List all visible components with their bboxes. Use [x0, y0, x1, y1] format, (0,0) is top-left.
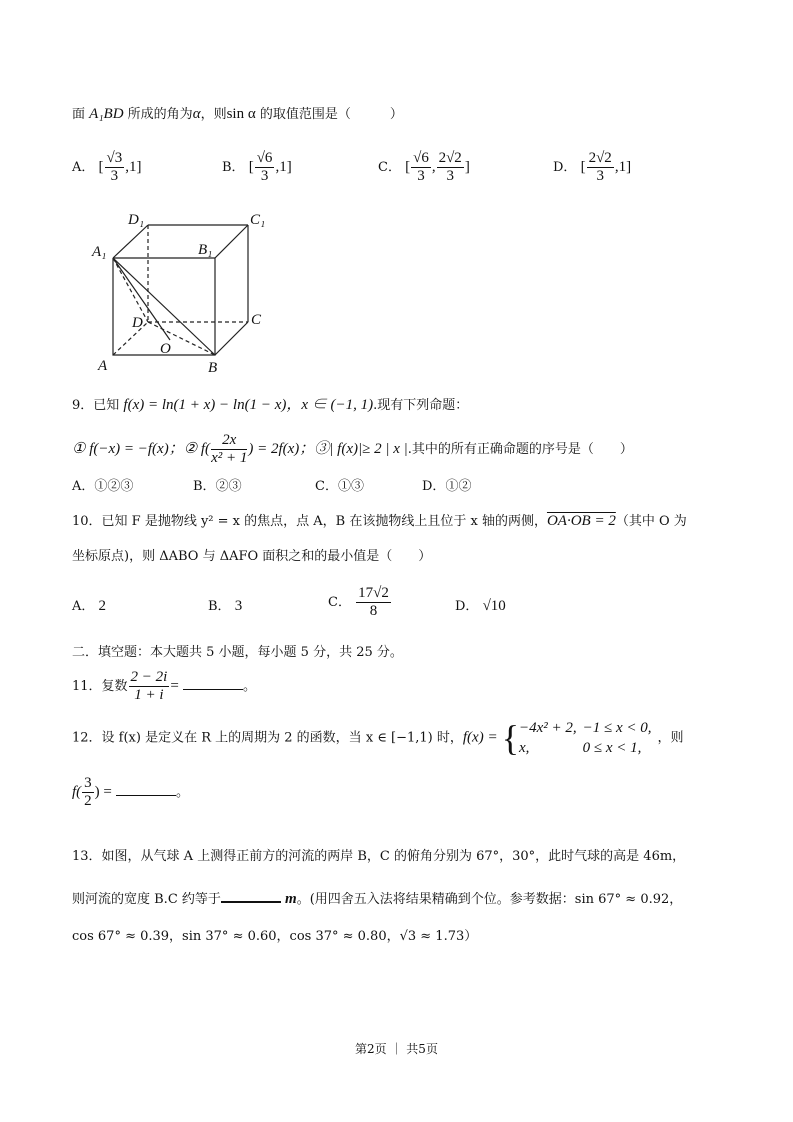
- text: f(: [72, 784, 82, 800]
- page-footer: 第2页 ｜ 共5页: [355, 1042, 438, 1056]
- fraction: [587, 150, 614, 185]
- q10-stem-line2: [72, 547, 431, 567]
- label-c1: C₁: [250, 212, 266, 228]
- case-cond: 0 ≤ x < 1,: [582, 740, 642, 756]
- option-label: C．: [378, 160, 401, 175]
- numerator: √3: [106, 150, 123, 166]
- bracket: [: [405, 159, 411, 175]
- proposition: ) = 2f(x)；③| f(x)|≥ 2 | x |: [248, 441, 408, 457]
- edge-bc: [215, 322, 248, 355]
- option-label: D．: [553, 160, 577, 175]
- sin-alpha: sin α: [226, 106, 256, 122]
- option-label: B．: [193, 479, 216, 494]
- denominator: 8: [369, 603, 378, 619]
- bracket: [: [580, 159, 586, 175]
- label-c: C: [251, 312, 262, 328]
- fx: f(x) =: [462, 729, 498, 746]
- q8-option-d: [553, 150, 631, 185]
- numerator: √6: [413, 150, 429, 166]
- option-label: B．: [222, 160, 245, 175]
- text: ) =: [94, 784, 112, 800]
- option-label: C．: [315, 479, 338, 494]
- label-a1: A₁: [92, 244, 107, 260]
- text: 所成的角为: [127, 107, 193, 122]
- text: （其中 O 为: [615, 514, 687, 529]
- q9-option-a: [72, 475, 133, 494]
- q13-line2: [72, 887, 682, 910]
- option-value: ①②③: [94, 479, 134, 494]
- answer-blank[interactable]: [183, 675, 243, 690]
- fraction: [82, 775, 94, 810]
- q8-option-a: [72, 150, 142, 185]
- q8-stem: [72, 104, 403, 125]
- option-tail: ,1]: [614, 159, 632, 175]
- alpha: α: [192, 106, 201, 122]
- numerator: 2√2: [438, 150, 462, 166]
- q12-ask: [72, 775, 189, 810]
- q9-option-c: [315, 475, 364, 494]
- q10-option-a: [72, 595, 106, 615]
- numerator: √6: [256, 150, 273, 166]
- option-value: 2: [98, 598, 107, 614]
- q11: [72, 669, 256, 704]
- option-value: ①③: [337, 479, 364, 494]
- option-value: ①②: [445, 479, 472, 494]
- label-o: O: [160, 341, 171, 357]
- edge-a1d: [113, 258, 148, 322]
- q9-option-d: [422, 475, 471, 494]
- text: 的取值范围是（ ）: [259, 107, 403, 122]
- equals: =: [170, 678, 179, 694]
- option-value: 3: [234, 598, 243, 614]
- vector-dot-product: OA·OB = 2: [546, 513, 616, 529]
- text: 。: [176, 785, 190, 800]
- q10-option-c: [328, 585, 392, 620]
- label-a: A: [98, 358, 108, 374]
- denominator: 2: [84, 793, 92, 809]
- denominator: 3: [446, 168, 454, 184]
- answer-blank[interactable]: [116, 781, 176, 796]
- q10-option-b: [208, 595, 242, 615]
- numerator: 3: [84, 775, 92, 791]
- option-tail: ,1]: [275, 159, 292, 175]
- denominator: x² + 1: [211, 450, 248, 466]
- option-label: A．: [72, 479, 95, 494]
- fraction: [411, 150, 431, 185]
- text: ，则: [200, 107, 227, 122]
- q13-line3: cos 67° ≈ 0.39，sin 37° ≈ 0.60，cos 37° ≈ 0.80，√3 ≈ 1.73）: [72, 929, 478, 944]
- q9-propositions: [72, 432, 633, 467]
- piecewise: [519, 718, 658, 758]
- text: 12．设 f(x) 是定义在 R 上的周期为 2 的函数，当 x ∈ [−1,1) 时，: [72, 730, 463, 746]
- case-expr: x,: [519, 740, 530, 756]
- q9-stem: [72, 395, 468, 416]
- domain: ，x ∈ (−1, 1): [286, 397, 374, 413]
- numerator: 2x: [211, 432, 247, 450]
- text: 。(用四舍五入法将结果精确到个位。参考数据：sin 67° ≈ 0.92，: [296, 892, 683, 907]
- text: 。: [242, 679, 256, 694]
- bracket: [: [98, 159, 104, 175]
- option-label: B．: [208, 599, 231, 614]
- cube-figure: [80, 200, 300, 380]
- text: 10．已知 F 是抛物线 y² = x 的焦点，点 A，B 在该抛物线上且位于 x 轴的两侧，: [72, 514, 547, 529]
- text: 则河流的宽度 B.C 约等于: [72, 892, 221, 907]
- option-value: √10: [482, 598, 506, 614]
- proposition: ① f(−x) = −f(x)；② f(: [72, 441, 211, 457]
- comma: ,: [431, 159, 436, 175]
- brace: {: [501, 718, 519, 758]
- option-label: D．: [455, 599, 479, 614]
- denominator: 3: [260, 168, 269, 184]
- answer-blank[interactable]: [221, 887, 281, 903]
- numerator: 2√2: [588, 150, 612, 166]
- plane-name: A₁BD: [89, 106, 124, 122]
- function-def: f(x) = ln(1 + x) − ln(1 − x): [123, 397, 287, 413]
- case-cond: −1 ≤ x < 0,: [582, 720, 652, 736]
- case-expr: −4x² + 2,: [519, 720, 577, 736]
- q10-stem-line1: [72, 511, 687, 532]
- label-b1: B₁: [198, 242, 213, 258]
- option-tail: ,1]: [125, 159, 142, 175]
- text: 坐标原点)，则 ΔABO 与 ΔAFO 面积之和的最小值是（ ）: [72, 549, 432, 564]
- text: 9．已知: [72, 398, 120, 413]
- numerator: 2 − 2i: [130, 669, 168, 685]
- denominator: 3: [417, 168, 425, 184]
- section-heading: 二．填空题：本大题共 5 小题，每小题 5 分，共 25 分。: [72, 645, 403, 660]
- edge-db: [148, 322, 215, 355]
- option-label: A．: [72, 160, 95, 175]
- text: ，则: [657, 730, 684, 746]
- denominator: 3: [110, 168, 119, 184]
- q9-option-b: [193, 475, 242, 494]
- label-d1: D₁: [128, 212, 145, 228]
- fraction: [356, 585, 391, 620]
- unit: m: [285, 891, 297, 907]
- text: .其中的所有正确命题的序号是（ ）: [407, 442, 633, 457]
- text: .现有下列命题：: [373, 398, 469, 413]
- denominator: 3: [596, 168, 604, 184]
- option-label: C．: [328, 595, 351, 610]
- fraction: [105, 150, 125, 185]
- numerator: 17√2: [358, 585, 389, 601]
- option-label: D．: [422, 479, 446, 494]
- label-d: D: [132, 315, 143, 331]
- denominator: 1 + i: [134, 687, 164, 703]
- bracket: [: [248, 159, 254, 175]
- edge-a1d1: [113, 225, 148, 258]
- q10-option-d: [455, 595, 506, 615]
- q8-option-c: [378, 150, 470, 185]
- label-b: B: [208, 360, 218, 376]
- text: 面: [72, 107, 86, 122]
- option-label: A．: [72, 599, 95, 614]
- fraction: [129, 669, 170, 704]
- q12: [72, 718, 684, 758]
- fraction: [211, 432, 247, 467]
- text: 11．复数: [72, 679, 128, 694]
- fraction: [255, 150, 275, 185]
- option-tail: ]: [464, 159, 470, 175]
- q13-line1: 13．如图，从气球 A 上测得正前方的河流的两岸 B，C 的俯角分别为 67°，30°，此时气球的高是 46m，: [72, 849, 686, 864]
- option-value: ②③: [215, 479, 242, 494]
- edge-b1c1: [215, 225, 248, 258]
- q8-option-b: [222, 150, 292, 185]
- fraction: [437, 150, 464, 185]
